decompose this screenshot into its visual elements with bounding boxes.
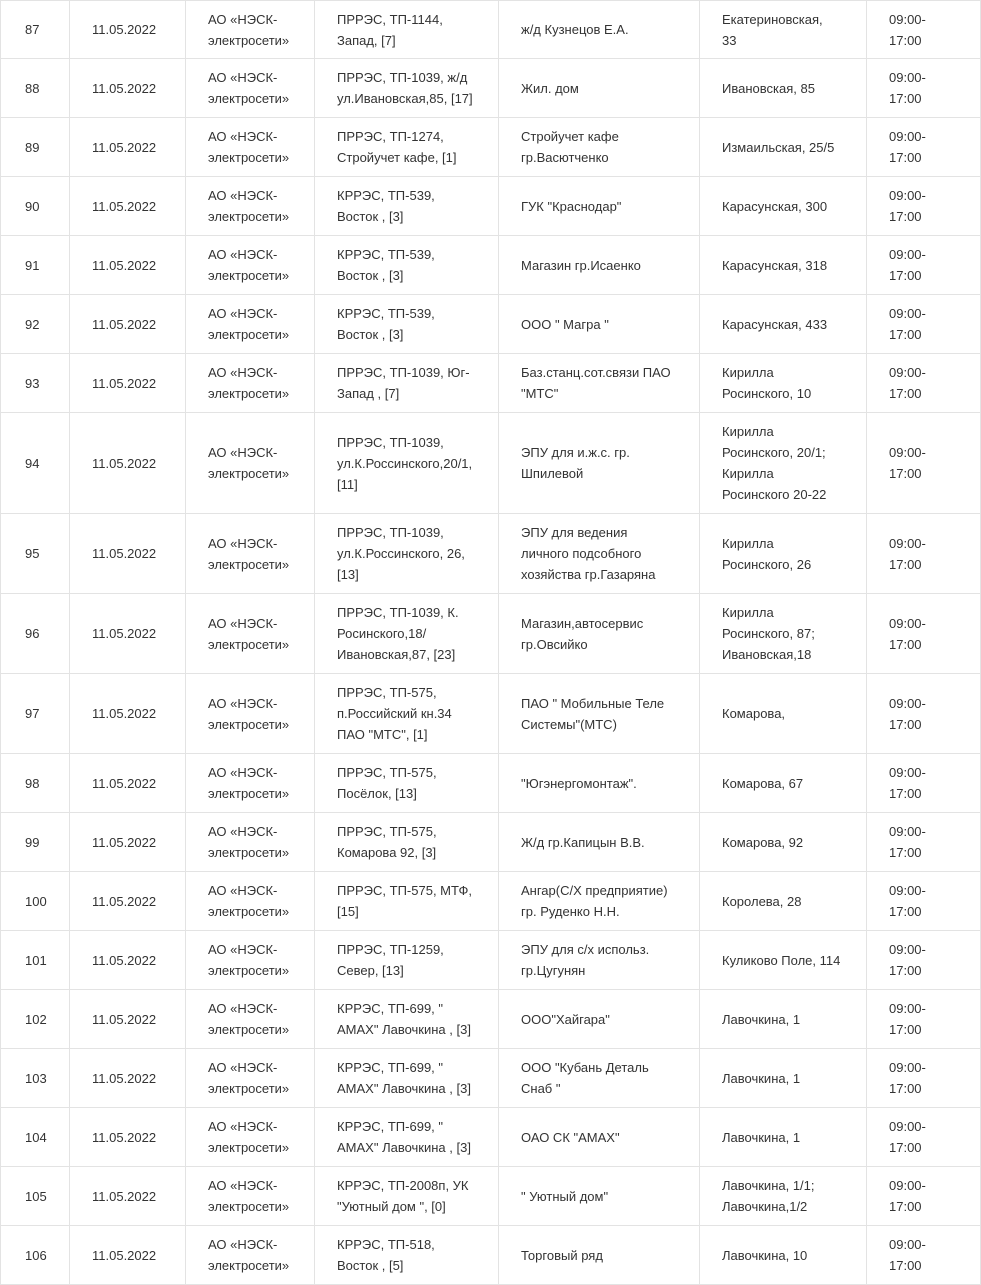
grid-company: АО «НЭСК- электросети»: [186, 1049, 315, 1108]
outage-date: 11.05.2022: [70, 990, 186, 1049]
table-row: [1, 813, 981, 872]
outage-time: 09:00- 17:00: [867, 177, 981, 236]
table-row: [1, 295, 981, 354]
row-number: 93: [1, 354, 70, 413]
table-row: [1, 1049, 981, 1108]
outage-time: 09:00- 17:00: [867, 872, 981, 931]
row-number: 100: [1, 872, 70, 931]
table-row: [1, 118, 981, 177]
power-object: ПРРЭС, ТП-1039, К. Росинского,18/ Ивановская,87, [23]: [315, 594, 499, 674]
outage-date: 11.05.2022: [70, 1049, 186, 1108]
outage-time: 09:00- 17:00: [867, 674, 981, 754]
consumer-name: ПАО " Мобильные Теле Системы"(МТС): [499, 674, 700, 754]
row-number: 87: [1, 1, 70, 59]
consumer-address: Екатериновская, 33: [700, 1, 867, 59]
power-object: КРРЭС, ТП-2008п, УК "Уютный дом ", [0]: [315, 1167, 499, 1226]
power-object: ПРРЭС, ТП-575, Комарова 92, [3]: [315, 813, 499, 872]
consumer-name: Ж/д гр.Капицын В.В.: [499, 813, 700, 872]
consumer-name: ООО "Кубань Деталь Снаб ": [499, 1049, 700, 1108]
outage-date: 11.05.2022: [70, 1108, 186, 1167]
grid-company: АО «НЭСК- электросети»: [186, 872, 315, 931]
outage-time: 09:00- 17:00: [867, 754, 981, 813]
power-object: ПРРЭС, ТП-1274, Стройучет кафе, [1]: [315, 118, 499, 177]
power-object: КРРЭС, ТП-539, Восток , [3]: [315, 295, 499, 354]
consumer-address: Королева, 28: [700, 872, 867, 931]
outage-date: 11.05.2022: [70, 413, 186, 514]
power-object: ПРРЭС, ТП-1039, ул.К.Россинского, 26, [13]: [315, 514, 499, 594]
consumer-name: Торговый ряд: [499, 1226, 700, 1285]
row-number: 96: [1, 594, 70, 674]
outage-time: 09:00- 17:00: [867, 931, 981, 990]
outage-date: 11.05.2022: [70, 59, 186, 118]
grid-company: АО «НЭСК- электросети»: [186, 674, 315, 754]
consumer-name: ООО"Хайгара": [499, 990, 700, 1049]
outage-date: 11.05.2022: [70, 177, 186, 236]
power-object: ПРРЭС, ТП-1039, ул.К.Россинского,20/1, [11]: [315, 413, 499, 514]
consumer-address: Лавочкина, 1: [700, 1108, 867, 1167]
outage-date: 11.05.2022: [70, 514, 186, 594]
consumer-address: Лавочкина, 1/1; Лавочкина,1/2: [700, 1167, 867, 1226]
outage-table-body: [1, 1, 981, 1285]
table-row: [1, 1, 981, 59]
power-object: КРРЭС, ТП-539, Восток , [3]: [315, 177, 499, 236]
row-number: 106: [1, 1226, 70, 1285]
row-number: 102: [1, 990, 70, 1049]
outage-date: 11.05.2022: [70, 674, 186, 754]
outage-time: 09:00- 17:00: [867, 59, 981, 118]
row-number: 92: [1, 295, 70, 354]
consumer-name: ЭПУ для ведения личного подсобного хозяйства гр.Газаряна: [499, 514, 700, 594]
power-object: ПРРЭС, ТП-1144, Запад, [7]: [315, 1, 499, 59]
consumer-name: "Югэнергомонтаж".: [499, 754, 700, 813]
consumer-name: ГУК "Краснодар": [499, 177, 700, 236]
consumer-address: Карасунская, 433: [700, 295, 867, 354]
table-row: [1, 354, 981, 413]
power-object: КРРЭС, ТП-699, " АМАХ" Лавочкина , [3]: [315, 990, 499, 1049]
outage-time: 09:00- 17:00: [867, 813, 981, 872]
consumer-address: Лавочкина, 1: [700, 1049, 867, 1108]
table-row: [1, 1108, 981, 1167]
table-row: [1, 931, 981, 990]
consumer-address: Кирилла Росинского, 87; Ивановская,18: [700, 594, 867, 674]
row-number: 98: [1, 754, 70, 813]
power-object: ПРРЭС, ТП-1259, Север, [13]: [315, 931, 499, 990]
consumer-address: Измаильская, 25/5: [700, 118, 867, 177]
outage-date: 11.05.2022: [70, 1, 186, 59]
table-row: [1, 1167, 981, 1226]
row-number: 97: [1, 674, 70, 754]
outage-date: 11.05.2022: [70, 354, 186, 413]
consumer-address: Лавочкина, 10: [700, 1226, 867, 1285]
grid-company: АО «НЭСК- электросети»: [186, 413, 315, 514]
grid-company: АО «НЭСК- электросети»: [186, 931, 315, 990]
outage-date: 11.05.2022: [70, 754, 186, 813]
row-number: 99: [1, 813, 70, 872]
row-number: 89: [1, 118, 70, 177]
power-object: КРРЭС, ТП-699, " АМАХ" Лавочкина , [3]: [315, 1108, 499, 1167]
grid-company: АО «НЭСК- электросети»: [186, 813, 315, 872]
row-number: 105: [1, 1167, 70, 1226]
outage-date: 11.05.2022: [70, 1226, 186, 1285]
grid-company: АО «НЭСК- электросети»: [186, 514, 315, 594]
outage-date: 11.05.2022: [70, 931, 186, 990]
consumer-address: Кирилла Росинского, 26: [700, 514, 867, 594]
grid-company: АО «НЭСК- электросети»: [186, 177, 315, 236]
outage-date: 11.05.2022: [70, 813, 186, 872]
table-row: [1, 1226, 981, 1285]
row-number: 88: [1, 59, 70, 118]
consumer-name: ЭПУ для и.ж.с. гр. Шпилевой: [499, 413, 700, 514]
consumer-name: Баз.станц.сот.связи ПАО "МТС": [499, 354, 700, 413]
consumer-name: Магазин гр.Исаенко: [499, 236, 700, 295]
power-object: ПРРЭС, ТП-575, МТФ, [15]: [315, 872, 499, 931]
consumer-address: Комарова, 67: [700, 754, 867, 813]
outage-time: 09:00- 17:00: [867, 118, 981, 177]
consumer-address: Карасунская, 300: [700, 177, 867, 236]
outage-time: 09:00- 17:00: [867, 1226, 981, 1285]
consumer-address: Кирилла Росинского, 10: [700, 354, 867, 413]
power-object: КРРЭС, ТП-518, Восток , [5]: [315, 1226, 499, 1285]
power-object: КРРЭС, ТП-699, " АМАХ" Лавочкина , [3]: [315, 1049, 499, 1108]
grid-company: АО «НЭСК- электросети»: [186, 295, 315, 354]
row-number: 90: [1, 177, 70, 236]
grid-company: АО «НЭСК- электросети»: [186, 354, 315, 413]
outage-time: 09:00- 17:00: [867, 1108, 981, 1167]
consumer-name: ОАО СК "АМАХ": [499, 1108, 700, 1167]
outage-time: 09:00- 17:00: [867, 1167, 981, 1226]
grid-company: АО «НЭСК- электросети»: [186, 236, 315, 295]
consumer-name: Магазин,автосервис гр.Овсийко: [499, 594, 700, 674]
table-row: [1, 177, 981, 236]
row-number: 95: [1, 514, 70, 594]
consumer-name: Стройучет кафе гр.Васютченко: [499, 118, 700, 177]
consumer-name: ЭПУ для с/х использ. гр.Цугунян: [499, 931, 700, 990]
consumer-name: ж/д Кузнецов Е.А.: [499, 1, 700, 59]
outage-time: 09:00- 17:00: [867, 1049, 981, 1108]
outage-date: 11.05.2022: [70, 1167, 186, 1226]
consumer-address: Лавочкина, 1: [700, 990, 867, 1049]
table-row: [1, 754, 981, 813]
table-row: [1, 594, 981, 674]
consumer-address: Карасунская, 318: [700, 236, 867, 295]
grid-company: АО «НЭСК- электросети»: [186, 1226, 315, 1285]
power-object: ПРРЭС, ТП-1039, Юг- Запад , [7]: [315, 354, 499, 413]
row-number: 94: [1, 413, 70, 514]
outage-date: 11.05.2022: [70, 295, 186, 354]
outage-time: 09:00- 17:00: [867, 594, 981, 674]
outage-time: 09:00- 17:00: [867, 236, 981, 295]
grid-company: АО «НЭСК- электросети»: [186, 1, 315, 59]
consumer-address: Куликово Поле, 114: [700, 931, 867, 990]
power-object: ПРРЭС, ТП-575, Посёлок, [13]: [315, 754, 499, 813]
row-number: 103: [1, 1049, 70, 1108]
consumer-name: Ангар(С/Х предприятие) гр. Руденко Н.Н.: [499, 872, 700, 931]
consumer-address: Комарова,: [700, 674, 867, 754]
grid-company: АО «НЭСК- электросети»: [186, 59, 315, 118]
consumer-address: Кирилла Росинского, 20/1; Кирилла Росинского 20-22: [700, 413, 867, 514]
table-row: [1, 674, 981, 754]
table-row: [1, 236, 981, 295]
row-number: 91: [1, 236, 70, 295]
power-object: ПРРЭС, ТП-575, п.Российский кн.34 ПАО "МТС", [1]: [315, 674, 499, 754]
table-row: [1, 872, 981, 931]
row-number: 101: [1, 931, 70, 990]
outage-date: 11.05.2022: [70, 872, 186, 931]
grid-company: АО «НЭСК- электросети»: [186, 990, 315, 1049]
consumer-name: ООО " Магра ": [499, 295, 700, 354]
grid-company: АО «НЭСК- электросети»: [186, 1108, 315, 1167]
outage-date: 11.05.2022: [70, 594, 186, 674]
grid-company: АО «НЭСК- электросети»: [186, 1167, 315, 1226]
outage-time: 09:00- 17:00: [867, 990, 981, 1049]
grid-company: АО «НЭСК- электросети»: [186, 118, 315, 177]
table-row: [1, 413, 981, 514]
outage-date: 11.05.2022: [70, 236, 186, 295]
row-number: 104: [1, 1108, 70, 1167]
outage-time: 09:00- 17:00: [867, 354, 981, 413]
outage-date: 11.05.2022: [70, 118, 186, 177]
outage-time: 09:00- 17:00: [867, 514, 981, 594]
table-row: [1, 990, 981, 1049]
consumer-address: Комарова, 92: [700, 813, 867, 872]
table-row: [1, 514, 981, 594]
grid-company: АО «НЭСК- электросети»: [186, 594, 315, 674]
power-object: КРРЭС, ТП-539, Восток , [3]: [315, 236, 499, 295]
consumer-name: Жил. дом: [499, 59, 700, 118]
outage-time: 09:00- 17:00: [867, 295, 981, 354]
table-row: [1, 59, 981, 118]
outage-time: 09:00- 17:00: [867, 1, 981, 59]
grid-company: АО «НЭСК- электросети»: [186, 754, 315, 813]
outage-time: 09:00- 17:00: [867, 413, 981, 514]
consumer-address: Ивановская, 85: [700, 59, 867, 118]
power-object: ПРРЭС, ТП-1039, ж/д ул.Ивановская,85, [17]: [315, 59, 499, 118]
consumer-name: " Уютный дом": [499, 1167, 700, 1226]
